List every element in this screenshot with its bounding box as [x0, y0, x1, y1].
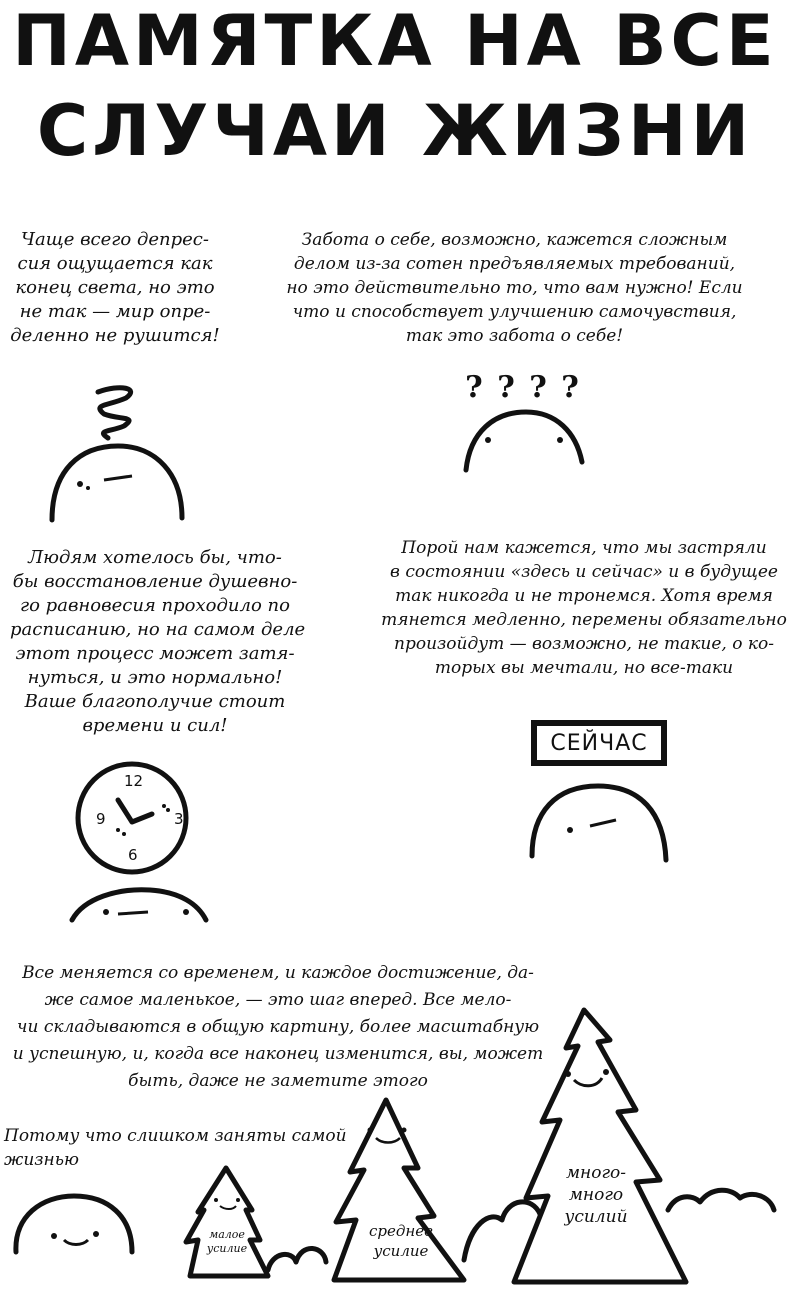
tree-medium-label: среднее усилие — [368, 1222, 434, 1260]
blob-depressed — [52, 446, 182, 520]
bush-middle — [464, 1202, 540, 1260]
tree-large-label: много- много усилий — [564, 1163, 628, 1228]
bush-right — [668, 1190, 774, 1210]
depression-text: Чаще всего депрес- сия ощущается как конец света, но это не так — мир опре- деленно не рушится! — [10, 229, 220, 346]
clock-hands — [118, 800, 152, 822]
clock-number-12: 12 — [124, 772, 144, 790]
blob-waiting — [72, 890, 206, 920]
self-care-text: Забота о себе, возможно, кажется сложным делом из-за сотен предъявляемых требований, но это действительно то, что вам нужно! Если что и способствует улучшению самочувствия, так это забота о себе! — [286, 230, 743, 346]
clock-number-9: 9 — [96, 810, 106, 828]
title-line-2: СЛУЧАИ ЖИЗНИ — [36, 90, 754, 172]
clock-number-6: 6 — [128, 846, 138, 864]
swirl-icon — [98, 388, 131, 438]
title-line-1: ПАМЯТКА НА ВСЕ — [12, 0, 778, 82]
blob-confused — [466, 412, 582, 470]
blob-now — [532, 786, 666, 860]
tree-small-label: малое усилие — [206, 1228, 248, 1256]
blob-busy — [16, 1196, 132, 1252]
bush-left — [268, 1248, 326, 1270]
clock-number-3: 3 — [174, 810, 184, 828]
now-sign — [531, 720, 667, 766]
busy-text: Потому что слишком заняты самой жизнью — [4, 1126, 347, 1170]
recovery-text: Людям хотелось бы, что- бы восстановление душевно- го равновесия проходило по расписанию, но на самом деле этот процесс может затя- нуться, и это нормально! Ваше благополучие стоит времени и сил! — [10, 547, 306, 736]
question-marks: ? ? ? ? — [465, 370, 581, 405]
tree-small — [186, 1168, 268, 1276]
now-sign-label: СЕЙЧАС — [550, 730, 648, 756]
stuck-text: Порой нам кажется, что мы застряли в состоянии «здесь и сейчас» и в будущее так никогда и не тронемся. Хотя время тянется медленно, перемены обязательно произойдут — возможно, не такие, о ко- торых вы мечтали, но все-таки — [381, 538, 787, 678]
change-text: Все меняется со временем, и каждое достижение, да- же самое маленькое, — это шаг вперед. Все мело- чи складываются в общую картину, более масштабную и успешную, и, когда все наконец изменится, вы, может быть, даже не заметите этого — [12, 963, 544, 1091]
